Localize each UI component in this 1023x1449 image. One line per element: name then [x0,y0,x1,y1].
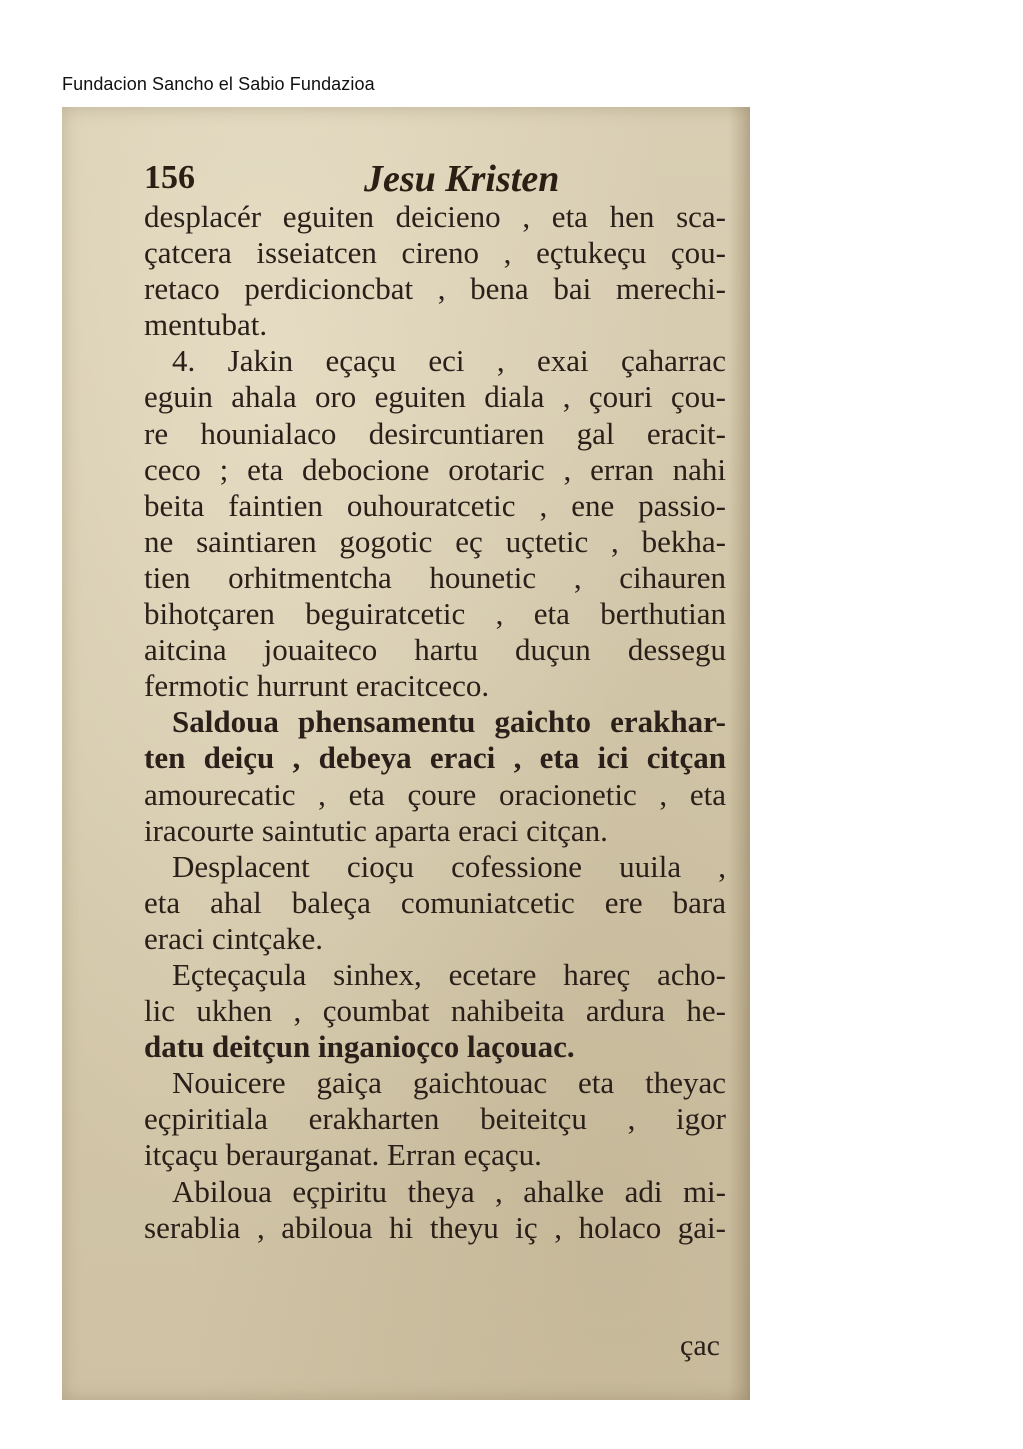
text-line: çatcera isseiatcen cireno , eçtukeçu çou- [144,235,726,271]
text-line: eraci cintçake. [144,920,323,956]
text-line: Saldoua phensamentu gaichto erakhar- [172,704,726,740]
text-line: lic ukhen , çoumbat nahibeita ardura he- [144,993,726,1029]
text-line: Nouicere gaiça gaichtouac eta theyac [172,1065,726,1101]
text-line: tien orhitmentcha hounetic , cihauren [144,559,726,595]
text-line: re hounialaco desircuntiaren gal eracit- [144,415,726,451]
text-line: desplacér eguiten deicieno , eta hen sca- [144,199,726,234]
scanned-page [62,107,750,1400]
text-line: bihotçaren beguiratcetic , eta berthutian [144,596,726,632]
text-line: ceco ; eta debocione orotaric , erran nahi [144,451,726,487]
text-line: mentubat. [144,307,268,343]
text-line: eguin ahala oro eguiten diala , çouri çou- [144,379,726,415]
text-line: amourecatic , eta çoure oracionetic , eta [144,776,726,812]
running-head [144,159,704,203]
catchword: çac [680,1329,720,1362]
text-line: eçpiritiala erakharten beiteitçu , igor [144,1101,726,1137]
running-title: Jesu Kristen [364,158,560,200]
text-line: itçaçu beraurganat. Erran eçaçu. [144,1137,542,1173]
text-line: iracourte saintutic aparta eraci citçan. [144,812,608,848]
page-number: 156 [144,159,195,196]
archive-header: Fundacion Sancho el Sabio Fundazioa [62,74,375,94]
text-line: serablia , abiloua hi theyu iç , holaco gai- [144,1209,726,1245]
text-line: Eçteçaçula sinhex, ecetare hareç acho- [172,956,726,992]
page-body [144,199,726,1246]
text-line: 4. Jakin eçaçu eci , exai çaharrac [172,343,726,379]
text-line: ne saintiaren gogotic eç uçtetic , bekha- [144,523,726,559]
page-fold-shadow [728,107,750,1400]
text-line: eta ahal baleça comuniatcetic ere bara [144,884,726,920]
text-line: fermotic hurrunt eracitceco. [144,668,490,704]
text-line: retaco perdicioncbat , bena bai merechi- [144,271,726,307]
text-line: Desplacent cioçu cofessione uuila , [172,848,726,884]
text-line: ten deiçu , debeya eraci , eta ici citçan [144,740,726,776]
text-line: beita faintien ouhouratcetic , ene passio- [144,487,726,523]
text-line: aitcina jouaiteco hartu duçun dessegu [144,632,726,668]
text-line: datu deitçun inganioçco laçouac. [144,1029,575,1065]
text-line: Abiloua eçpiritu theya , ahalke adi mi- [172,1173,726,1209]
